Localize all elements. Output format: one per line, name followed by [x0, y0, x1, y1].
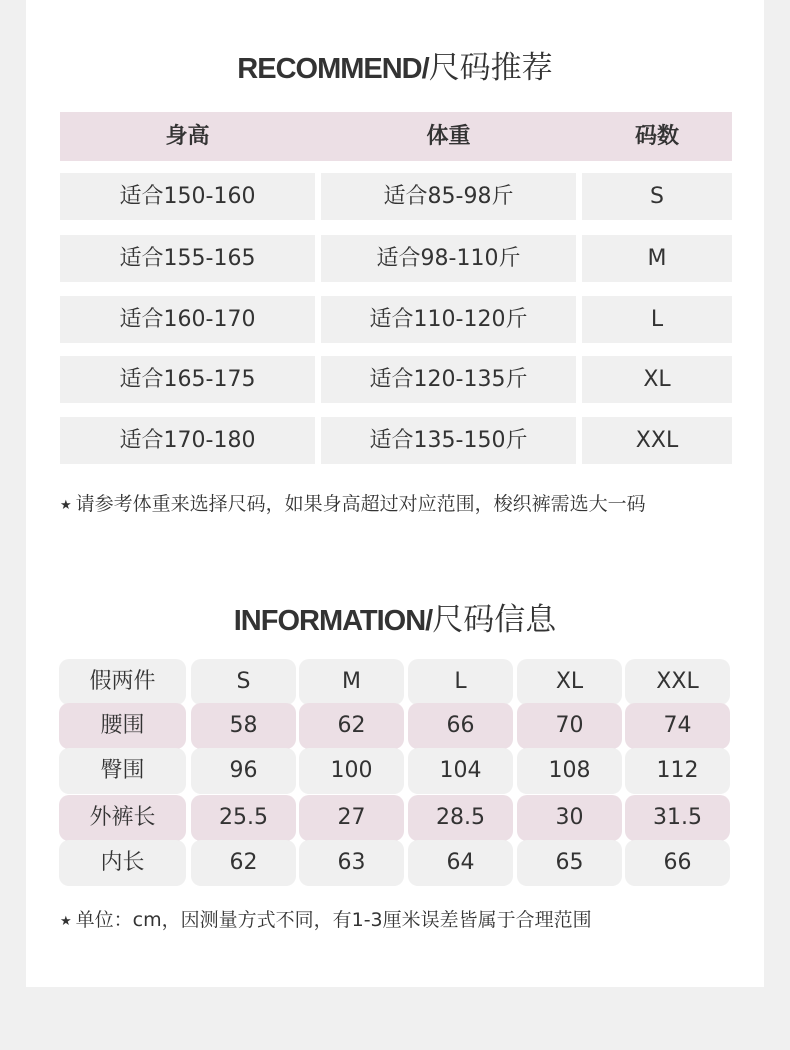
info-value-cell: 28.5 [408, 795, 513, 841]
information-title [0, 594, 790, 639]
info-value-cell: 104 [408, 748, 513, 794]
info-value-cell: 64 [408, 840, 513, 886]
recommend-cell-height-range: 适合160-170 [60, 296, 315, 343]
info-row-label: 腰围 [59, 703, 186, 749]
header-size: 码数 [634, 124, 679, 149]
info-value-cell: 62 [299, 703, 404, 749]
info-value-cell: 27 [299, 795, 404, 841]
recommend-cell-weight-range: 适合110-120斤 [321, 296, 576, 343]
info-size-header: S [191, 659, 296, 705]
info-value-cell: 25.5 [191, 795, 296, 841]
recommend-cell-weight-range: 适合120-135斤 [321, 356, 576, 403]
info-size-header: M [299, 659, 404, 705]
recommend-cell-height-range: 适合165-175 [60, 356, 315, 403]
information-title-en: INFORMATION/ [233, 605, 433, 637]
info-value-cell: 62 [191, 840, 296, 886]
info-value-cell: 66 [625, 840, 730, 886]
information-title-cn: 尺码信息 [432, 602, 557, 638]
recommend-cell-size: M [582, 235, 732, 282]
info-row-label: 臀围 [59, 748, 186, 794]
recommend-cell-weight-range: 适合85-98斤 [321, 173, 576, 220]
information-note [60, 905, 592, 932]
info-value-cell: 70 [517, 703, 622, 749]
star-icon: ★ [60, 498, 72, 513]
info-value-cell: 58 [191, 703, 296, 749]
info-size-header: XXL [625, 659, 730, 705]
recommend-table-header [60, 112, 732, 161]
recommend-cell-weight-range: 适合98-110斤 [321, 235, 576, 282]
info-value-cell: 30 [517, 795, 622, 841]
recommend-cell-size: S [582, 173, 732, 220]
recommend-title [0, 42, 790, 87]
info-value-cell: 66 [408, 703, 513, 749]
info-value-cell: 63 [299, 840, 404, 886]
recommend-note-text: 请参考体重来选择尺码，如果身高超过对应范围，梭织裤需选大一码 [75, 493, 646, 515]
header-height: 身高 [165, 124, 210, 149]
info-size-header: L [408, 659, 513, 705]
recommend-cell-weight-range: 适合135-150斤 [321, 417, 576, 464]
recommend-title-en: RECOMMEND/ [237, 53, 429, 85]
recommend-cell-size: XL [582, 356, 732, 403]
recommend-cell-size: XXL [582, 417, 732, 464]
header-weight: 体重 [426, 124, 471, 149]
info-value-cell: 108 [517, 748, 622, 794]
recommend-cell-size: L [582, 296, 732, 343]
info-value-cell: 65 [517, 840, 622, 886]
recommend-title-cn: 尺码推荐 [428, 50, 553, 86]
recommend-cell-height-range: 适合170-180 [60, 417, 315, 464]
info-value-cell: 74 [625, 703, 730, 749]
star-icon: ★ [60, 914, 72, 929]
info-value-cell: 31.5 [625, 795, 730, 841]
recommend-cell-height-range: 适合155-165 [60, 235, 315, 282]
recommend-note [60, 489, 646, 516]
info-size-header: XL [517, 659, 622, 705]
info-row-label: 外裤长 [59, 795, 186, 841]
recommend-cell-height-range: 适合150-160 [60, 173, 315, 220]
info-corner-label: 假两件 [59, 659, 186, 705]
info-row-label: 内长 [59, 840, 186, 886]
info-value-cell: 112 [625, 748, 730, 794]
info-value-cell: 96 [191, 748, 296, 794]
information-note-text: 单位：cm，因测量方式不同，有1-3厘米误差皆属于合理范围 [75, 909, 592, 931]
info-value-cell: 100 [299, 748, 404, 794]
